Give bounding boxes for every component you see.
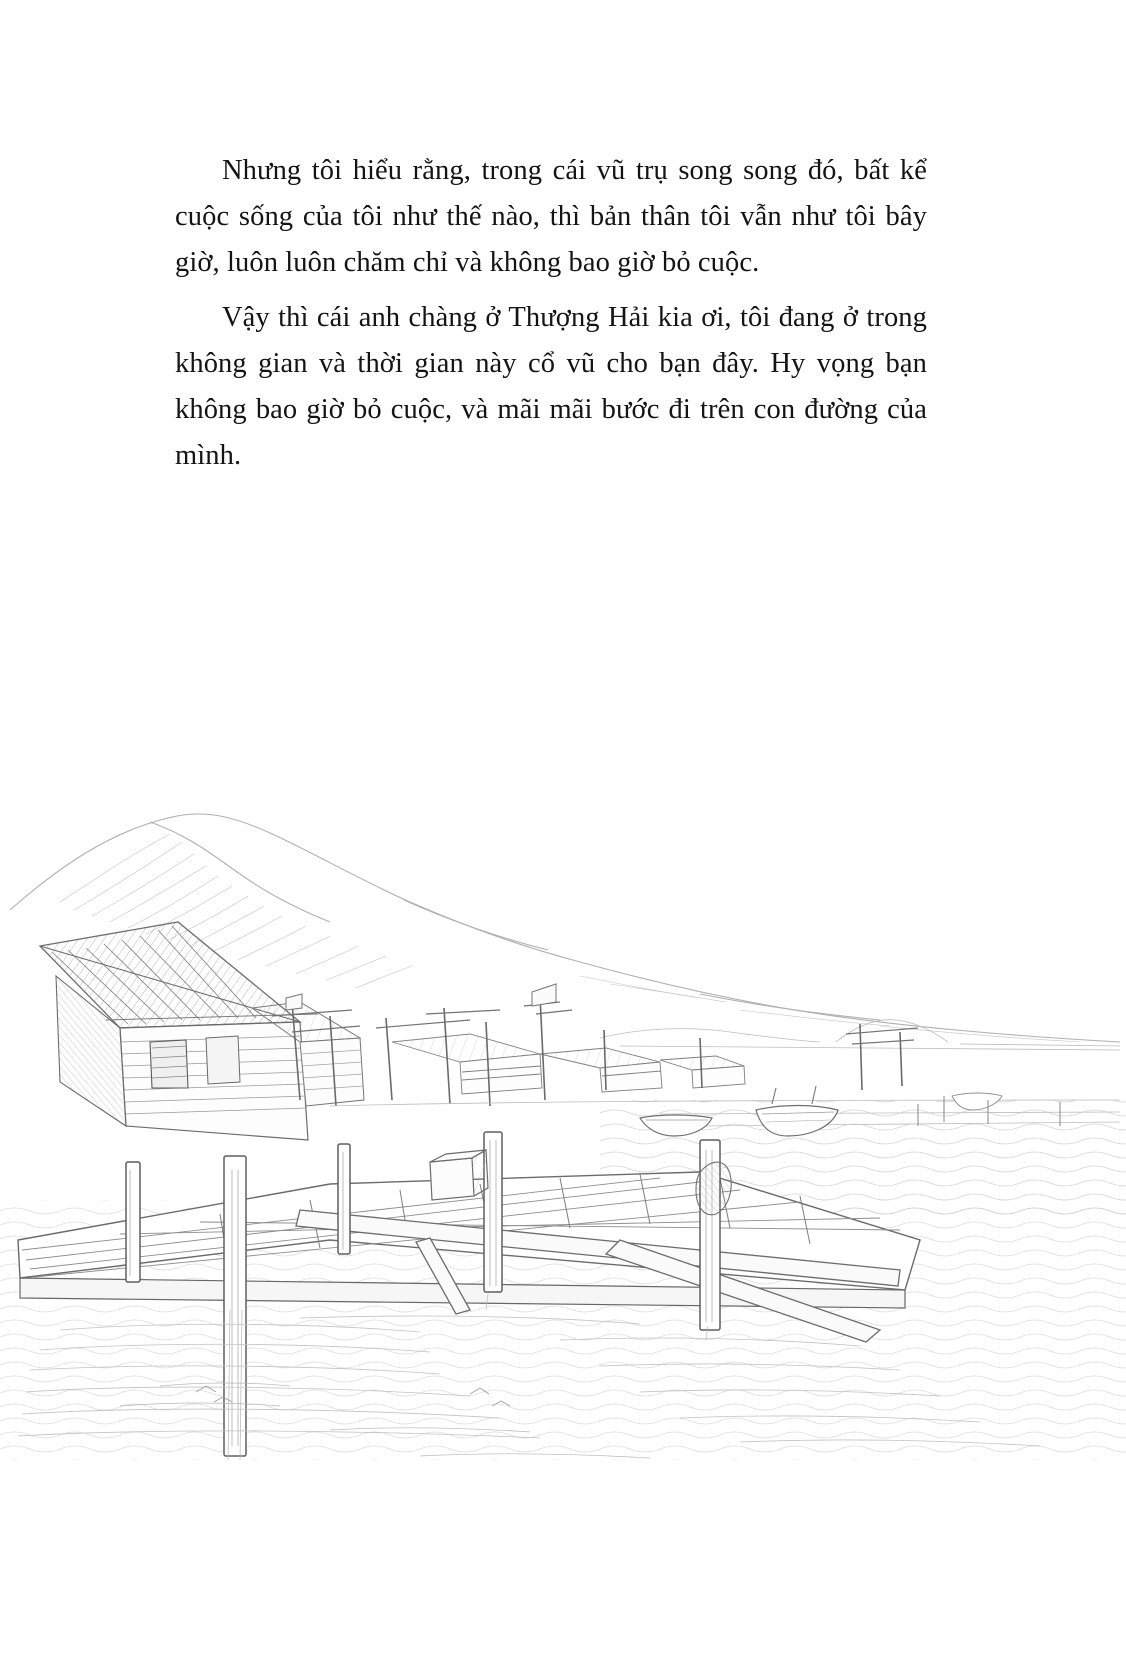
stilt-house-main <box>40 922 318 1140</box>
pier-crossbars <box>272 1002 918 1044</box>
paragraph: Nhưng tôi hiểu rằng, trong cái vũ trụ song song đó, bất kể cuộc sống của tôi như thế nào, thì bản thân tôi vẫn như tôi bây giờ, luôn luôn chăm chỉ và không bao giờ bỏ cuộc. <box>175 155 927 278</box>
pole-flag-bits <box>286 984 556 1010</box>
paragraph: Vậy thì cái anh chàng ở Thượng Hải kia ơi, tôi đang ở trong không gian và thời gian này cổ vũ cho bạn đây. Hy vọng bạn không bao giờ bỏ cuộc, và mãi mãi bước đi trên con đường của mình. <box>175 302 927 471</box>
pencil-sketch-illustration <box>0 770 1126 1470</box>
body-text <box>175 148 927 479</box>
deck-crate <box>430 1150 488 1200</box>
pier-sheds-middistance <box>392 1034 745 1094</box>
